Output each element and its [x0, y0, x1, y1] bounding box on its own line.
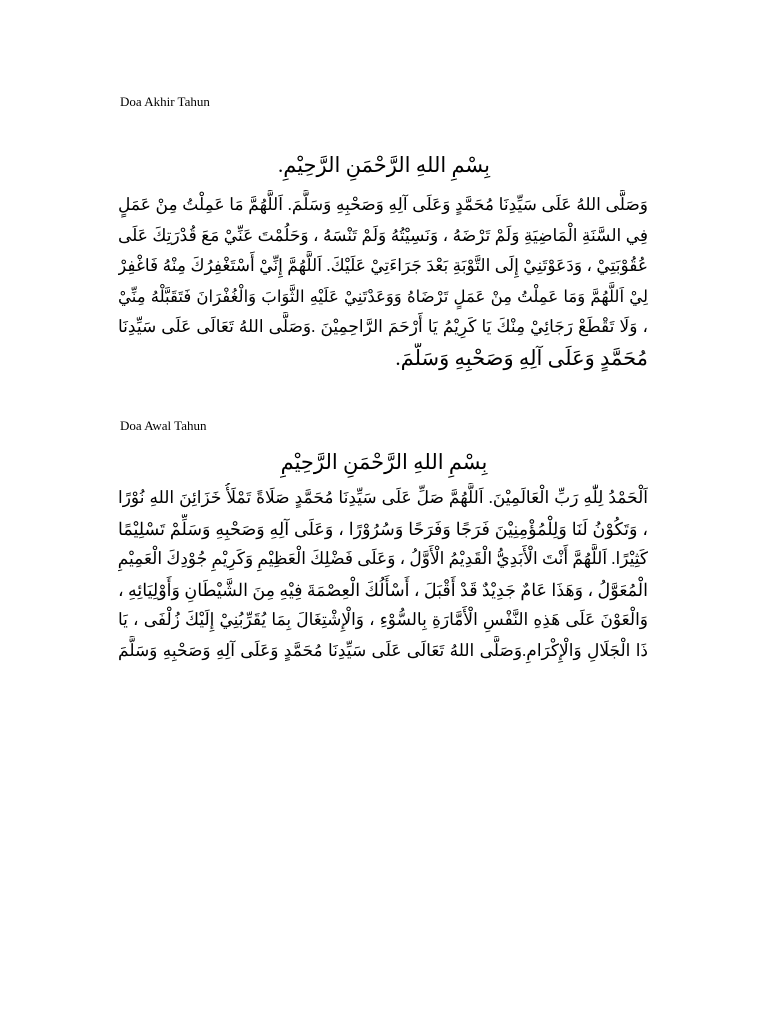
prayer-line: عُقُوْبَتِيْ ، وَدَعَوْتَنِيْ إِلَى التَّوْبَةِ بَعْدَ جَرَاءَتِيْ عَلَيْكَ. اَللَّهُمَّ إِنِّيْ أَسْتَغْفِرُكَ مِنْهُ فَاغْفِرْ [118, 256, 648, 275]
section-title-awal-tahun: Doa Awal Tahun [120, 418, 207, 433]
bismillah-heading: بِسْمِ اللهِ الرَّحْمَنِ الرَّحِيْمِ. [277, 153, 491, 177]
bismillah-heading: بِسْمِ اللهِ الرَّحْمَنِ الرَّحِيْمِ [280, 450, 488, 474]
prayer-line: لِيْ اَللَّهُمَّ وَمَا عَمِلْتُ مِنْ عَمَلٍ تَرْضَاهُ وَوَعَدْتَنِيْ عَلَيْهِ الثَّوَابَ وَالْغُفْرَانَ فَتَقَبَّلْهُ مِنِّيْ [118, 286, 648, 306]
prayer-text-awal-tahun [118, 483, 648, 666]
prayer-line: مُحَمَّدٍ وَعَلَى آلِهِ وَصَحْبِهِ وَسَلَّمَ. [395, 345, 648, 370]
prayer-line: ، وَلَا تَقْطَعْ رَجَائِيْ مِنْكَ يَا كَرِيْمُ يَا أَرْحَمَ الرَّاحِمِيْنَ .وَصَلَّى اللهُ تَعَالَى عَلَى سَيِّدِنَا [118, 317, 648, 336]
prayer-line: وَصَلَّى اللهُ عَلَى سَيِّدِنَا مُحَمَّدٍ وَعَلَى آلِهِ وَصَحْبِهِ وَسَلَّمَ. اَللَّهُمَّ مَا عَمِلْتُ مِنْ عَمَلٍ [118, 195, 648, 214]
prayer-text-akhir-tahun [118, 190, 648, 373]
prayer-line: ذَا الْجَلَالِ وَالْإِكْرَامِ.وَصَلَّى اللهُ تَعَالَى عَلَى سَيِّدِنَا مُحَمَّدٍ وَعَلَى آلِهِ وَصَحْبِهِ وَسَلَّمَ [118, 640, 648, 660]
prayer-line: وَالْعَوْنَ عَلَى هَذِهِ النَّفْسِ الْأَمَّارَةِ بِالسُّوْءِ ، وَالْإِشْتِغَالَ بِمَا يُقَرِّبُنِيْ إِلَيْكَ زُلْفَى ، يَا [118, 610, 648, 629]
prayer-line: فِي السَّنَةِ الْمَاضِيَةِ وَلَمْ تَرْضَهُ ، وَنَسِيْتُهُ وَلَمْ تَنْسَهُ ، وَحَلُمْتَ عَنِّيْ مَعَ قُدْرَتِكَ عَلَى [118, 225, 648, 245]
prayer-line: الْمُعَوَّلُ ، وَهَذَا عَامٌ جَدِيْدٌ قَدْ أَقْبَلَ ، أَسْأَلُكَ الْعِصْمَةَ فِيْهِ مِنَ الشَّيْطَانِ وَأَوْلِيَائِهِ ، [118, 579, 648, 600]
section-title-akhir-tahun: Doa Akhir Tahun [120, 94, 210, 109]
prayer-line: كَثِيْرًا. اَللَّهُمَّ أَنْتَ الْأَبَدِيُّ الْقَدِيْمُ الْأَوَّلُ ، وَعَلَى فَضْلِكَ الْعَظِيْمِ وَكَرِيْمِ جُوْدِكَ الْعَمِيْمِ [118, 549, 648, 568]
prayer-line: ، وَتَكُوْنُ لَنَا وَلِلْمُؤْمِنِيْنَ فَرَجًا وَفَرَحًا وَسُرُوْرًا ، وَعَلَى آلِهِ وَصَحْبِهِ وَسَلِّمْ تَسْلِيْمًا [118, 518, 648, 539]
prayer-line: اَلْحَمْدُ لِلّٰهِ رَبِّ الْعَالَمِيْنَ. اَللَّهُمَّ صَلِّ عَلَى سَيِّدِنَا مُحَمَّدٍ صَلَاةً تَمْلَأُ خَزَائِنَ اللهِ نُوْرًا [118, 488, 648, 507]
